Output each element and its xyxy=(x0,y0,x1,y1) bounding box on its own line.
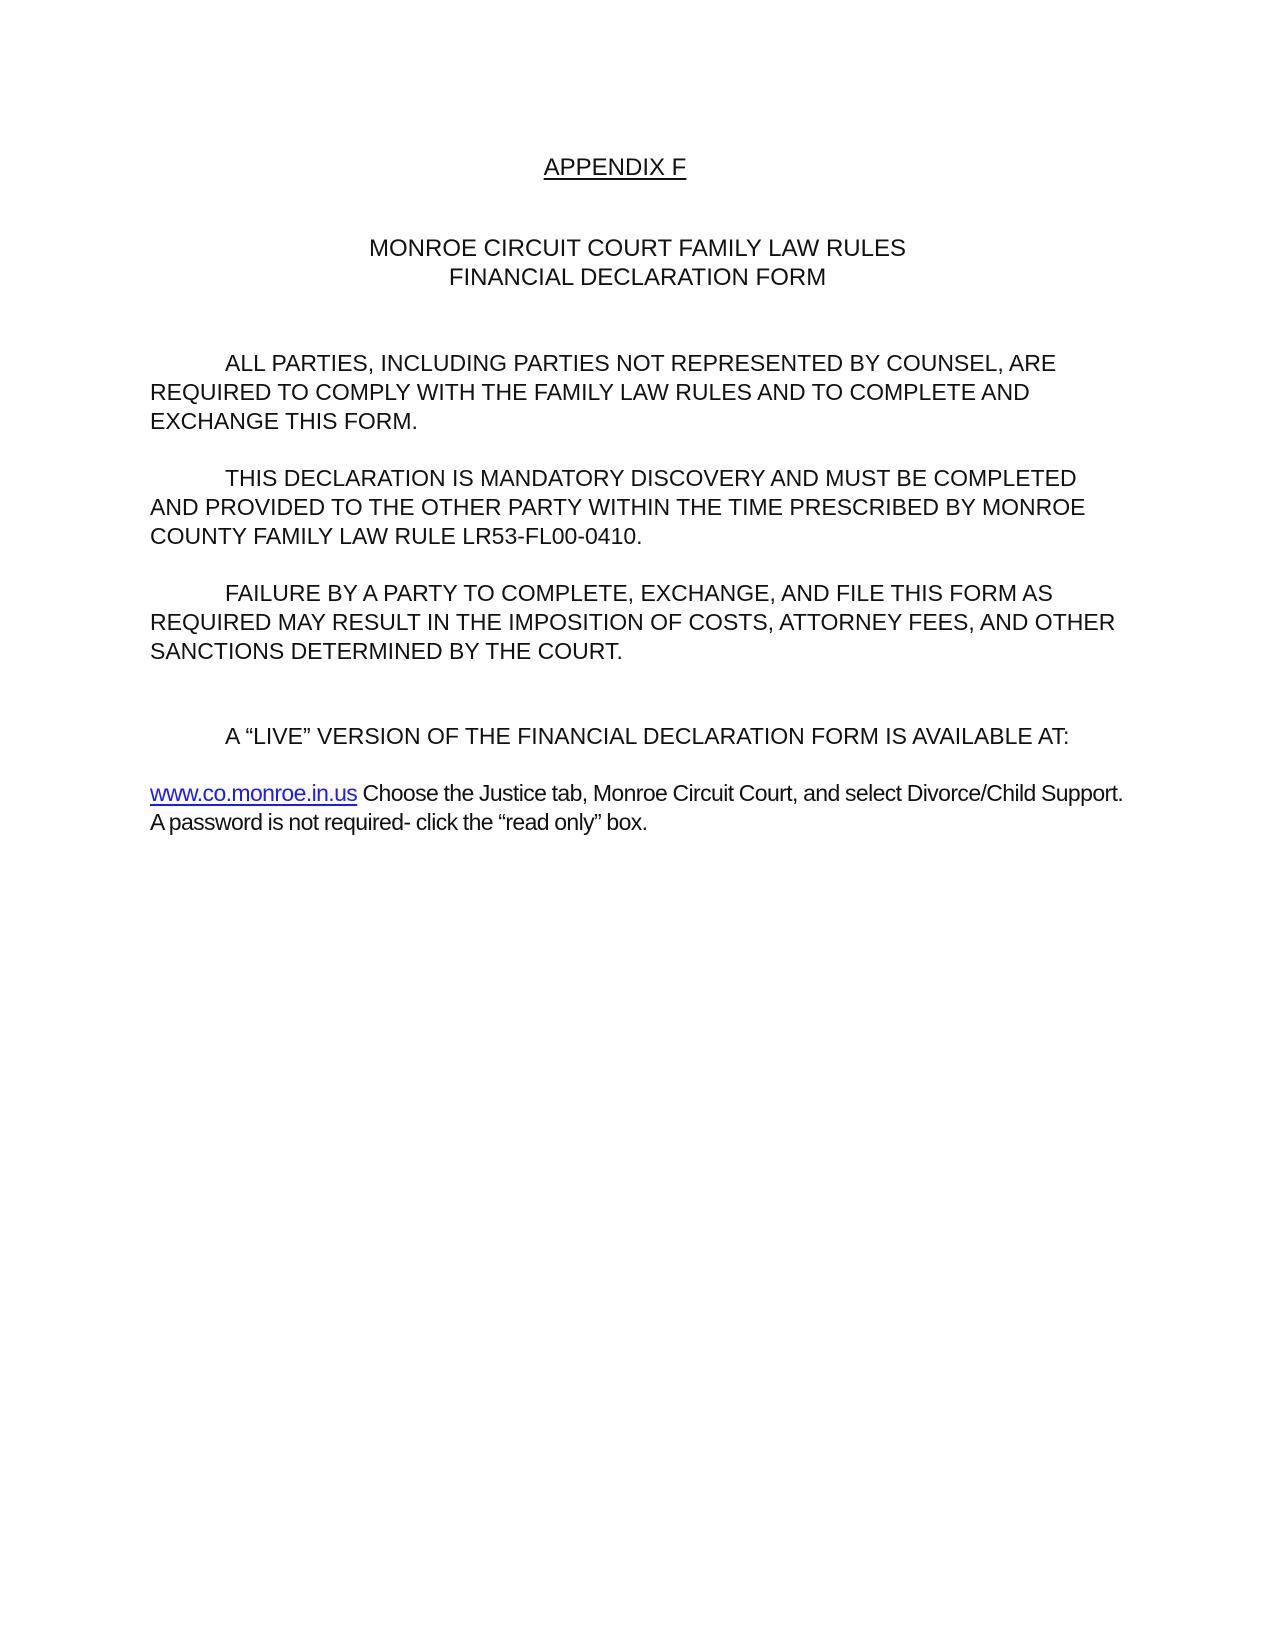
monroe-website-link[interactable]: www.co.monroe.in.us xyxy=(150,780,358,806)
heading-line-form-name: FINANCIAL DECLARATION FORM xyxy=(448,264,827,291)
live-version-steps: Choose the Justice tab, Monroe Circuit Court, and select Divorce/Child Support. A password is not required- click the “read only” box. xyxy=(150,780,1124,835)
appendix-title: APPENDIX F xyxy=(543,154,687,181)
paragraph-parties-required: ALL PARTIES, INCLUDING PARTIES NOT REPRESENTED BY COUNSEL, ARE REQUIRED TO COMPLY WITH THE FAMILY LAW RULES AND TO COMPLETE AND EXCHANGE THIS FORM. xyxy=(150,350,1057,434)
live-version-instructions xyxy=(150,779,1125,837)
document-heading xyxy=(0,234,1275,292)
paragraph-live-version: A “LIVE” VERSION OF THE FINANCIAL DECLARATION FORM IS AVAILABLE AT: xyxy=(225,723,1070,749)
heading-line-court-rules: MONROE CIRCUIT COURT FAMILY LAW RULES xyxy=(369,235,906,262)
paragraph-mandatory-discovery: THIS DECLARATION IS MANDATORY DISCOVERY AND MUST BE COMPLETED AND PROVIDED TO THE OTHER PARTY WITHIN THE TIME PRESCRIBED BY MONROE COUNTY FAMILY LAW RULE LR53-FL00-0410. xyxy=(150,465,1086,549)
paragraph-failure-sanctions: FAILURE BY A PARTY TO COMPLETE, EXCHANGE, AND FILE THIS FORM AS REQUIRED MAY RESULT IN THE IMPOSITION OF COSTS, ATTORNEY FEES, AND OTHER SANCTIONS DETERMINED BY THE COURT. xyxy=(150,580,1116,664)
